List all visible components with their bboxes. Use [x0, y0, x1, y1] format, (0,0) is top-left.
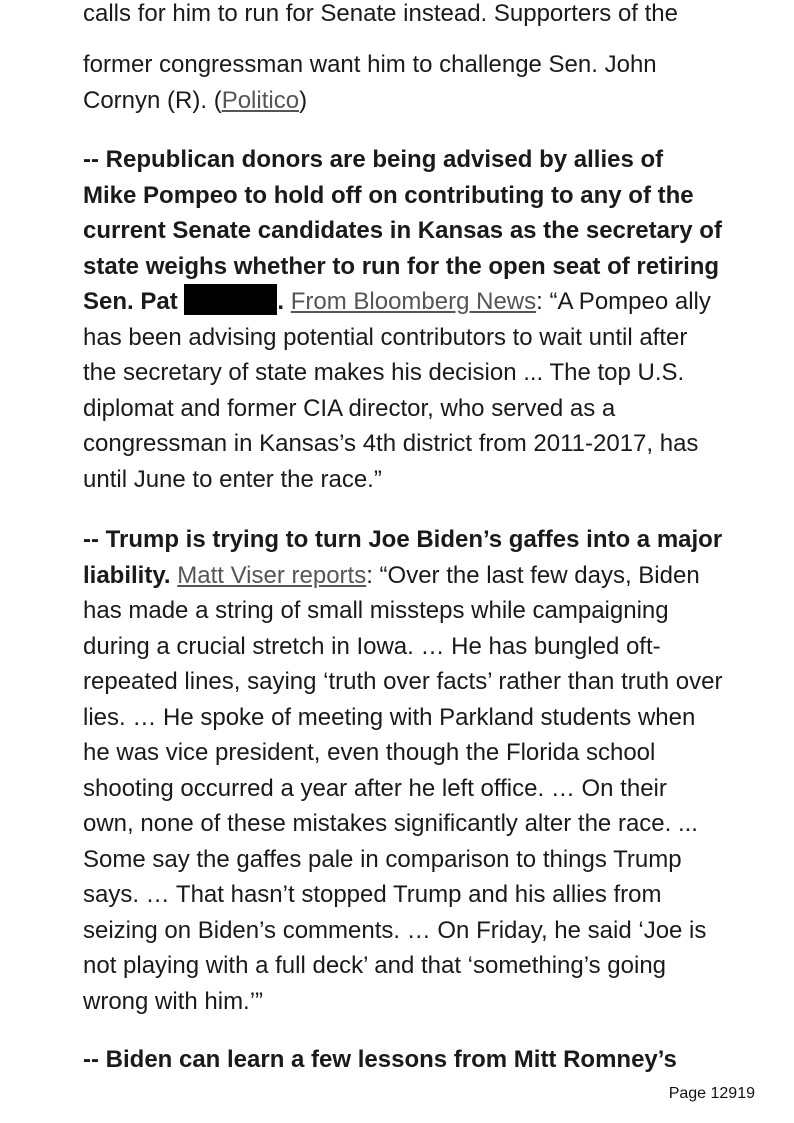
- paragraph-pompeo: [83, 142, 723, 497]
- paragraph-politico: [83, 47, 723, 118]
- headline-period: .: [277, 288, 285, 315]
- paragraph-text: ): [299, 86, 308, 114]
- pompeo-headline: -- Republican donors are being advised by allies of Mike Pompeo to hold off on contributing to any of the current Senate candidates in Kansas as the secretary of state weighs whether to run for the open seat of retiring Sen. Pat: [83, 146, 722, 315]
- trump-headline: -- Trump is trying to turn Joe Biden’s gaffes into a major liability.: [83, 526, 723, 589]
- romney-headline: -- Biden can learn a few lessons from Mitt Romney’s: [83, 1046, 677, 1073]
- paragraph-text: : “Over the last few days, Biden has made a string of small missteps while campaigning during a crucial stretch in Iowa. … He has bungled oft-repeated lines, saying ‘truth over facts’ rather than truth over lies. … He spoke of meeting with Parkland students when he was vice president, even though the Florida school shooting occurred a year after he left office. … On their own, none of these mistakes significantly alter the race. ... Some say the gaffes pale in comparison to things Trump says. … That hasn’t stopped Trump and his allies from seizing on Biden’s comments. … On Friday, he said ‘Joe is not playing with a full deck’ and that ‘something’s going wrong with him.’”: [83, 561, 723, 1015]
- politico-link[interactable]: Politico: [221, 86, 300, 114]
- redaction-box: [184, 284, 277, 315]
- matt-viser-link[interactable]: Matt Viser reports: [177, 561, 367, 589]
- cut-off-text-line: calls for him to run for Senate instead. Supporters of the: [83, 0, 678, 27]
- paragraph-biden-gaffes: [83, 522, 723, 1019]
- paragraph-text: former congressman want him to challenge Sen. John Cornyn (R). (: [83, 51, 657, 114]
- bloomberg-link[interactable]: From Bloomberg News: [290, 288, 537, 315]
- paragraph-text: : “A Pompeo ally has been advising potential contributors to wait until after the secretary of state makes his decision ... The top U.S. diplomat and former CIA director, who served as a congressman in Kansas’s 4th district from 2011-2017, has until June to enter the race.”: [83, 288, 711, 493]
- paragraph-romney: [83, 1042, 723, 1078]
- page-number: Page 12919: [668, 1085, 755, 1102]
